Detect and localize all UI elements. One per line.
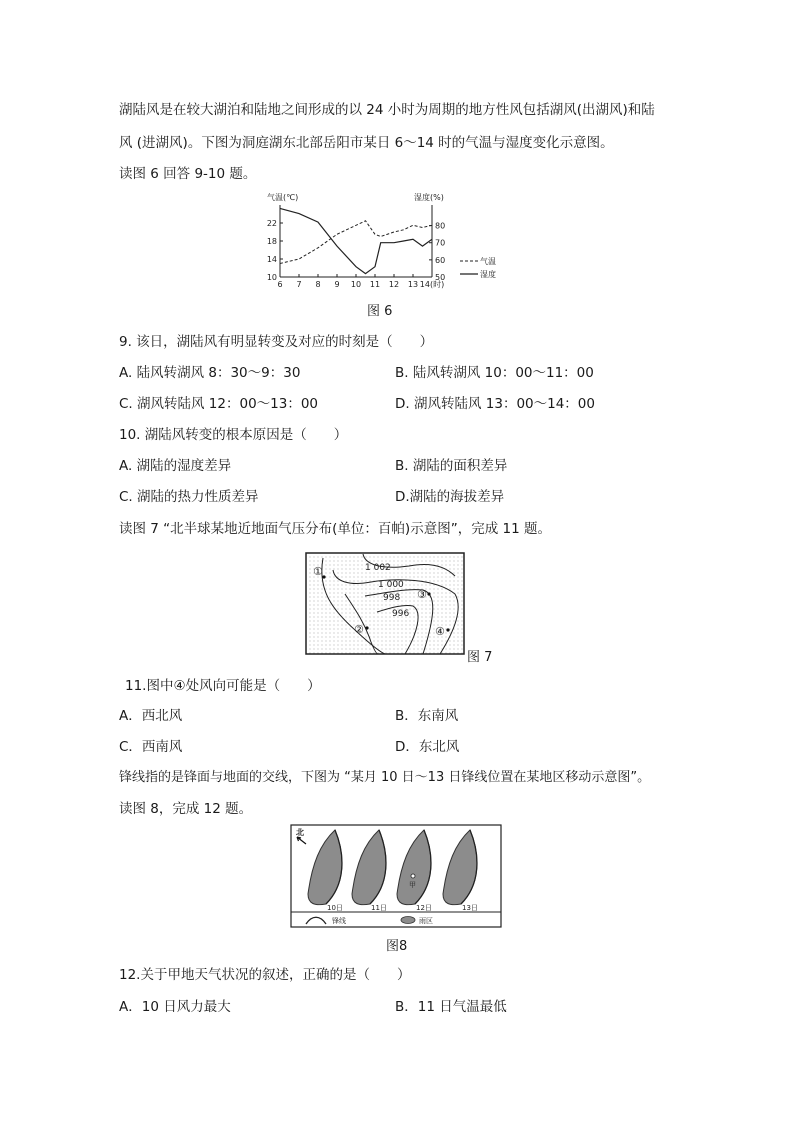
x-tick-label: 8 bbox=[315, 280, 321, 289]
point-jia-label: 甲 bbox=[409, 881, 416, 889]
day-11-label: 11日 bbox=[371, 904, 387, 912]
q10-option-c[interactable]: C. 湖陆的热力性质差异 bbox=[119, 489, 259, 505]
point-4-label: ④ bbox=[435, 625, 445, 638]
day-13-label: 13日 bbox=[462, 904, 478, 912]
right-tick-label: 80 bbox=[435, 221, 446, 231]
intro-line-2: 风 (进湖风)。下图为洞庭湖东北部岳阳市某日 6～14 时的气温与湿度变化示意图。 bbox=[119, 135, 614, 151]
legend-rain-swatch bbox=[401, 917, 415, 924]
isobar-label-1000: 1 000 bbox=[378, 580, 404, 590]
q10-option-d[interactable]: D.湖陆的海拔差异 bbox=[395, 489, 505, 505]
q9-option-d[interactable]: D. 湖风转陆风 13：00～14：00 bbox=[395, 396, 595, 412]
q11-option-d[interactable]: D．东北风 bbox=[395, 739, 460, 755]
figure-6-chart bbox=[262, 188, 502, 292]
x-tick-label: 13 bbox=[407, 280, 419, 289]
intro-line-3: 读图 6 回答 9-10 题。 bbox=[119, 166, 257, 182]
right-tick-label: 50 bbox=[435, 273, 446, 282]
point-2-marker bbox=[365, 626, 368, 629]
point-1-label: ① bbox=[313, 565, 323, 578]
q11-option-c[interactable]: C．西南风 bbox=[119, 739, 183, 755]
point-3-label: ③ bbox=[417, 588, 427, 601]
point-1-marker bbox=[322, 575, 325, 578]
left-tick-label: 10 bbox=[266, 273, 277, 282]
left-axis-title: 气温(℃) bbox=[267, 193, 299, 202]
q12-stem: 12.关于甲地天气状况的叙述，正确的是（ ） bbox=[119, 967, 411, 983]
front-intro-line-1: 锋线指的是锋面与地面的交线，下图为 “某月 10 日～13 日锋线位置在某地区移动示意图”。 bbox=[119, 770, 651, 785]
figure-8-caption: 图8 bbox=[386, 939, 408, 954]
q10-stem: 10. 湖陆风转变的根本原因是（ ） bbox=[119, 427, 348, 443]
x-tick-label: 7 bbox=[296, 280, 302, 289]
front-intro-line-2: 读图 8，完成 12 题。 bbox=[119, 801, 253, 817]
x-tick-label: 6 bbox=[277, 280, 283, 289]
humidity-series-line bbox=[280, 208, 432, 273]
q10-option-a[interactable]: A. 湖陆的湿度差异 bbox=[119, 458, 232, 474]
q11-option-a[interactable]: A．西北风 bbox=[119, 708, 183, 724]
right-axis-title: 湿度(%) bbox=[414, 193, 444, 202]
q9-option-b[interactable]: B. 陆风转湖风 10：00～11：00 bbox=[395, 365, 594, 381]
isobar-label-998: 998 bbox=[383, 593, 401, 603]
right-tick-label: 60 bbox=[435, 255, 446, 265]
north-label: 北 bbox=[296, 828, 304, 837]
temp-series-line bbox=[280, 221, 432, 264]
x-tick-label: 12 bbox=[388, 280, 400, 289]
isobar-label-1002: 1 002 bbox=[365, 563, 391, 573]
q11-stem: 11.图中④处风向可能是（ ） bbox=[125, 678, 321, 694]
figure-6-caption: 图 6 bbox=[367, 304, 393, 319]
q11-option-b[interactable]: B．东南风 bbox=[395, 708, 459, 724]
figure-7-caption: 图 7 bbox=[467, 650, 493, 665]
right-tick-label: 70 bbox=[435, 238, 446, 248]
point-2-label: ② bbox=[354, 623, 364, 636]
legend-front-label: 锋线 bbox=[332, 917, 346, 925]
left-tick-label: 18 bbox=[266, 237, 277, 246]
x-tick-label: 10 bbox=[350, 280, 362, 289]
left-tick-label: 14 bbox=[266, 255, 277, 264]
point-3-marker bbox=[427, 592, 430, 595]
q9-option-c[interactable]: C. 湖风转陆风 12：00～13：00 bbox=[119, 396, 319, 412]
day-10-label: 10日 bbox=[327, 904, 343, 912]
x-tick-label: 11 bbox=[369, 280, 381, 289]
left-tick-label: 22 bbox=[266, 219, 277, 228]
point-jia-marker bbox=[411, 874, 415, 878]
point-4-marker bbox=[446, 628, 449, 631]
legend-rain-label: 雨区 bbox=[419, 917, 433, 925]
legend-humidity-label: 湿度 bbox=[480, 270, 496, 279]
legend-temp-label: 气温 bbox=[480, 257, 496, 266]
q12-option-a[interactable]: A．10 日风力最大 bbox=[119, 999, 231, 1015]
figure-7-isobar-map bbox=[305, 552, 465, 655]
q9-option-a[interactable]: A. 陆风转湖风 8：30～9：30 bbox=[119, 365, 301, 381]
intro-line-1: 湖陆风是在较大湖泊和陆地之间形成的以 24 小时为周期的地方性风包括湖风(出湖风)和陆 bbox=[119, 102, 655, 118]
q12-option-b[interactable]: B．11 日气温最低 bbox=[395, 999, 507, 1015]
fig7-intro: 读图 7 “北半球某地近地面气压分布(单位：百帕)示意图”，完成 11 题。 bbox=[119, 521, 551, 537]
x-tick-label: 14(时) bbox=[419, 280, 445, 289]
x-tick-label: 9 bbox=[334, 280, 340, 289]
isobar-label-996: 996 bbox=[392, 609, 410, 619]
day-12-label: 12日 bbox=[416, 904, 432, 912]
q10-option-b[interactable]: B. 湖陆的面积差异 bbox=[395, 458, 508, 474]
figure-8-front-map bbox=[290, 824, 502, 928]
q9-stem: 9. 该日，湖陆风有明显转变及对应的时刻是（ ） bbox=[119, 334, 434, 350]
